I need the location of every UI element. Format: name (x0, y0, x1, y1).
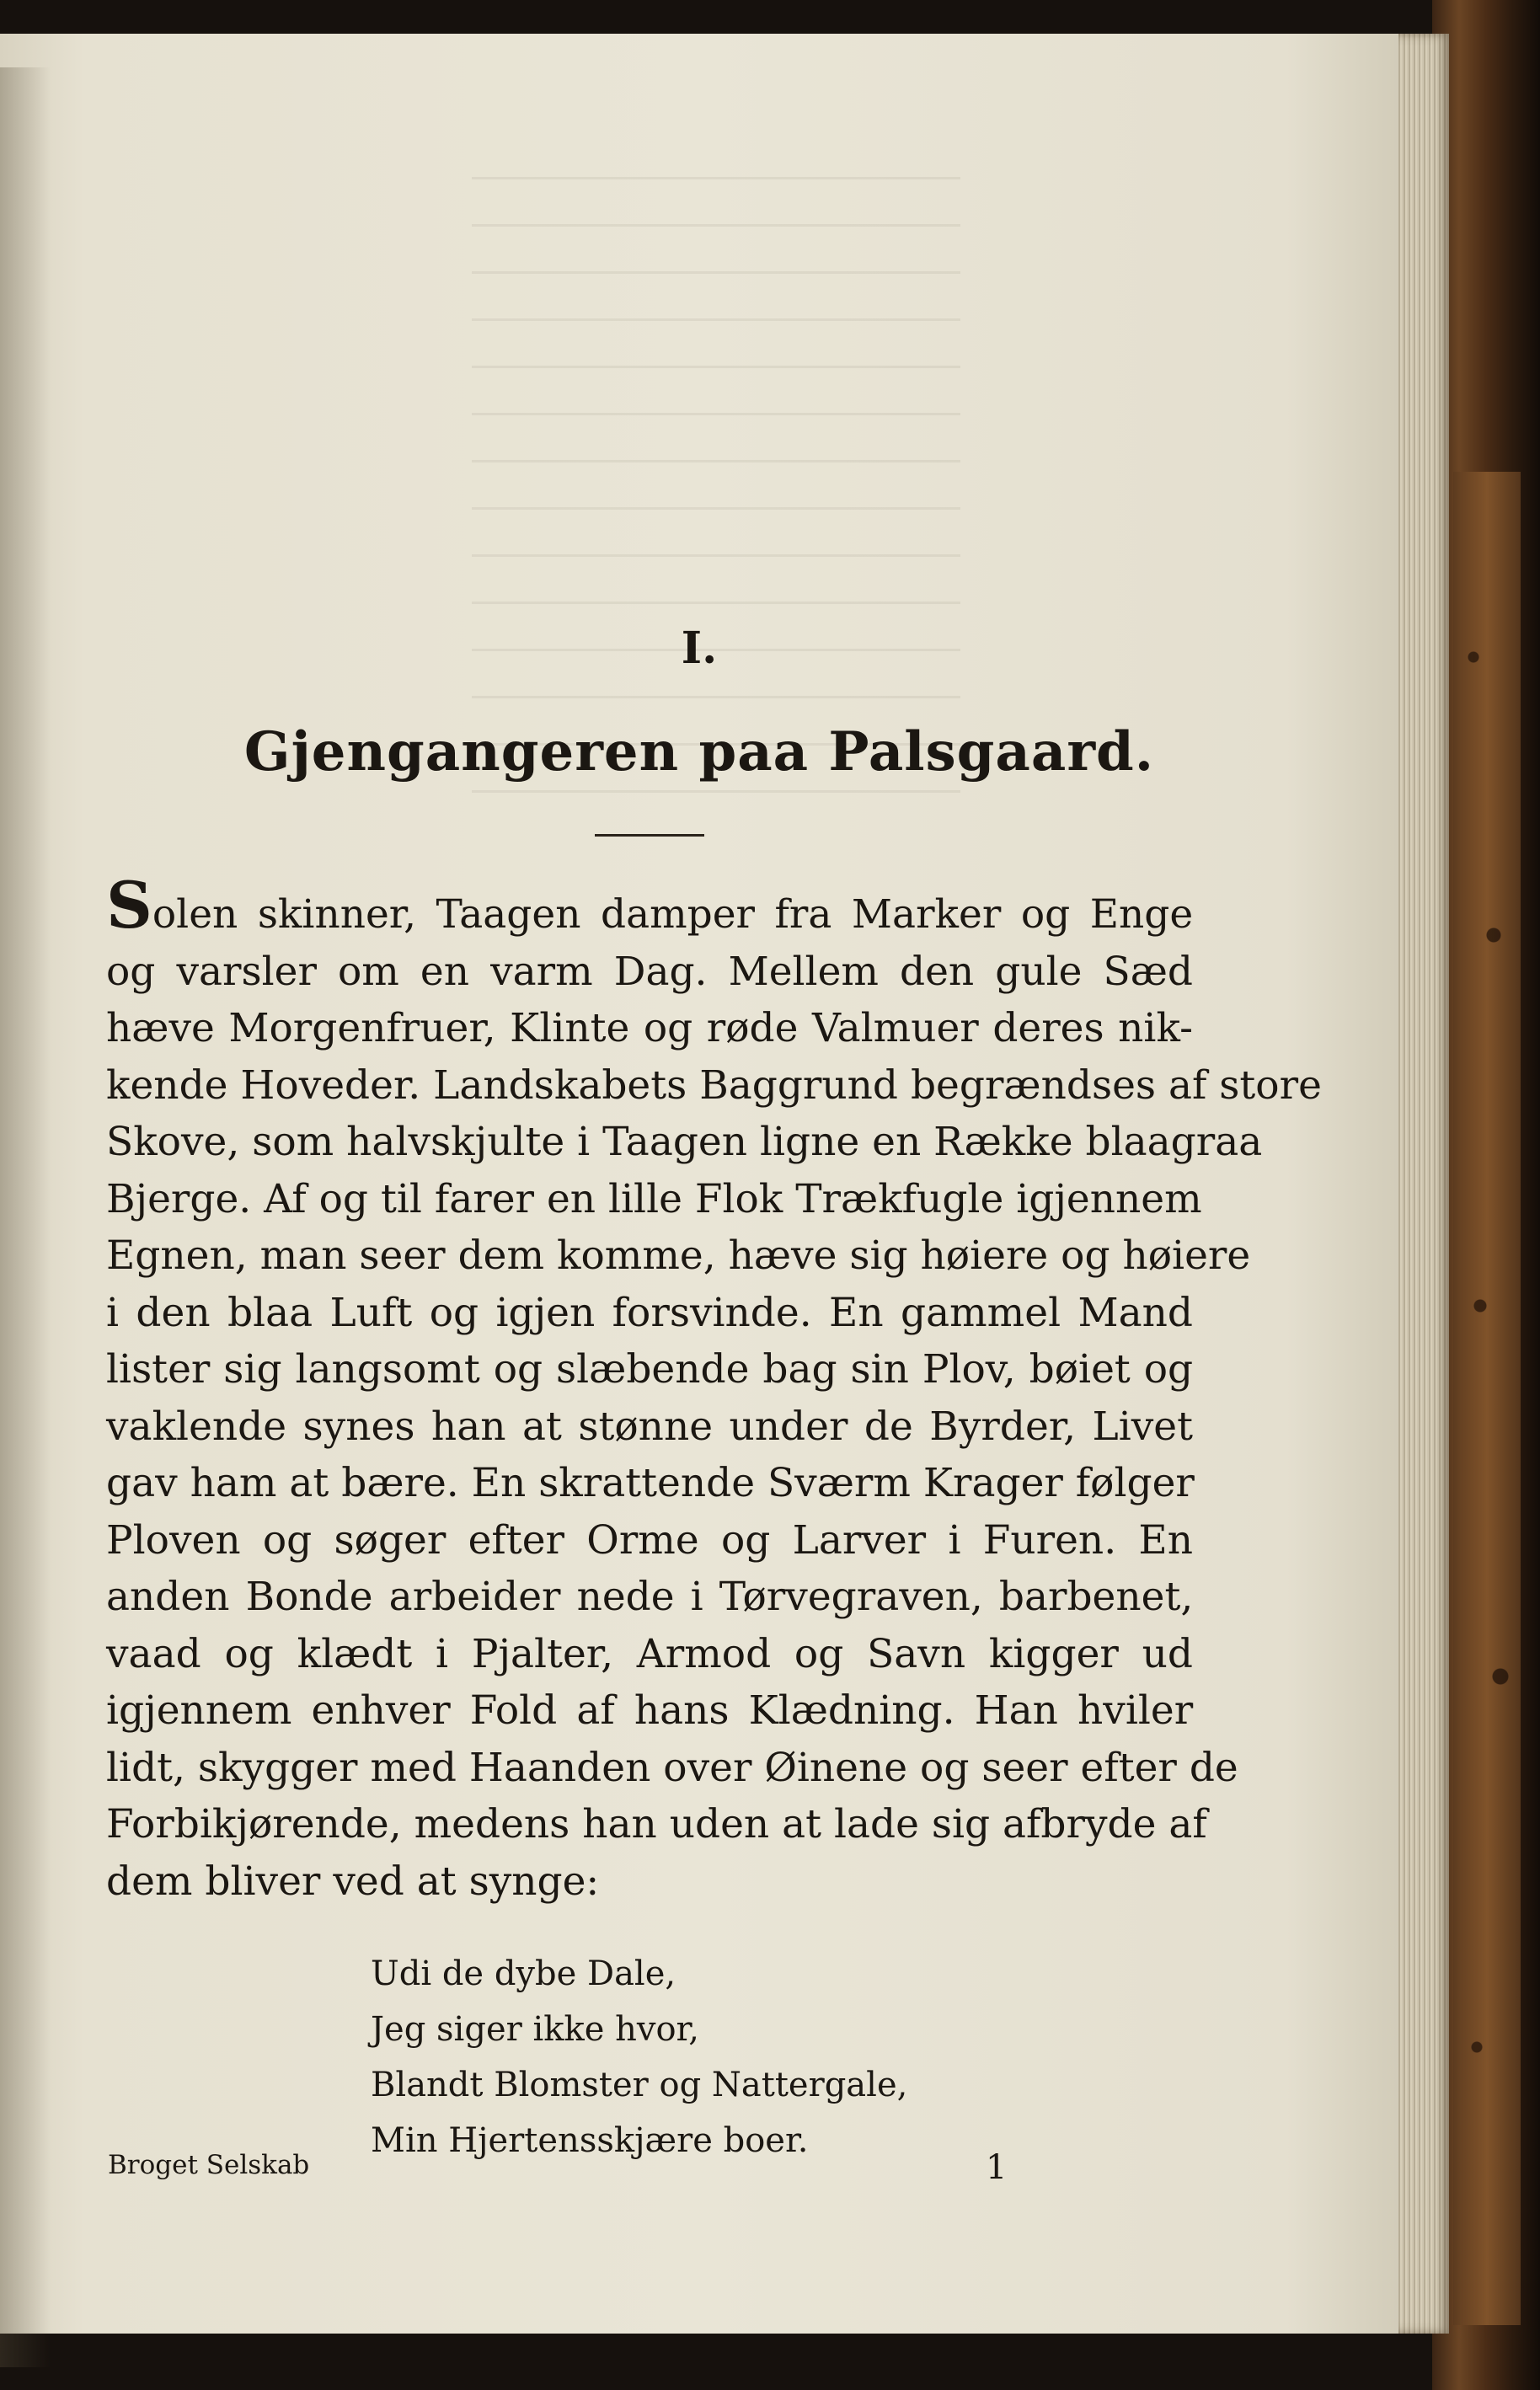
book-page (0, 34, 1398, 2334)
verse-line: Blandt Blomster og Nattergale, (371, 2066, 908, 2104)
body-line: Egnen, man seer dem komme, hæve sig høiere og høiere (106, 1232, 1251, 1279)
body-line: hæve Morgenfruer, Klinte og røde Valmuer deres nik- (106, 1005, 1193, 1051)
body-text (106, 868, 1322, 1910)
chapter-number: I. (681, 623, 718, 674)
body-line: Bjerge. Af og til farer en lille Flok Trækfugle igjennem (106, 1175, 1202, 1222)
body-line: igjennem enhver Fold af hans Klædning. Han hviler (106, 1687, 1194, 1734)
signature-mark: Broget Selskab (108, 2150, 310, 2180)
page-number: 1 (986, 2148, 1008, 2187)
body-line: Solen skinner, Taagen damper fra Marker og Enge (106, 868, 1194, 943)
body-line: vaklende synes han at stønne under de Byrder, Livet (106, 1403, 1193, 1450)
cover-marbling (1453, 472, 1521, 2325)
body-line: gav ham at bære. En skrattende Sværm Krager følger (106, 1460, 1195, 1506)
drop-cap: S (106, 868, 152, 943)
title-rule (595, 834, 704, 837)
verse-line: Jeg siger ikke hvor, (371, 2010, 699, 2049)
verse (371, 1946, 1045, 2168)
body-line: kende Hoveder. Landskabets Baggrund begrændses af store (106, 1061, 1322, 1109)
verse-line: Udi de dybe Dale, (371, 1954, 676, 1993)
body-line: i den blaa Luft og igjen forsvinde. En gammel Mand (106, 1289, 1193, 1336)
body-line: Ploven og søger efter Orme og Larver i Furen. En (106, 1516, 1193, 1564)
body-line: og varsler om en varm Dag. Mellem den gule Sæd (106, 948, 1193, 995)
body-line: lister sig langsomt og slæbende bag sin Plov, bøiet og (106, 1346, 1194, 1393)
verse-line: Min Hjertensskjære boer. (371, 2121, 809, 2160)
body-line: Forbikjørende, medens han uden at lade sig afbryde af (106, 1801, 1207, 1847)
body-line: Skove, som halvskjulte i Taagen ligne en Række blaagraa (106, 1119, 1263, 1165)
body-line: vaad og klædt i Pjalter, Armod og Savn kigger ud (106, 1630, 1193, 1677)
body-line: anden Bonde arbeider nede i Tørvegraven, barbenet, (106, 1574, 1194, 1620)
body-line: dem bliver ved at synge: (106, 1858, 600, 1905)
chapter-title: Gjengangeren paa Palsgaard. (243, 720, 1155, 783)
gutter-shadow (0, 67, 51, 2367)
body-line: lidt, skygger med Haanden over Øinene og seer efter de (106, 1744, 1238, 1791)
